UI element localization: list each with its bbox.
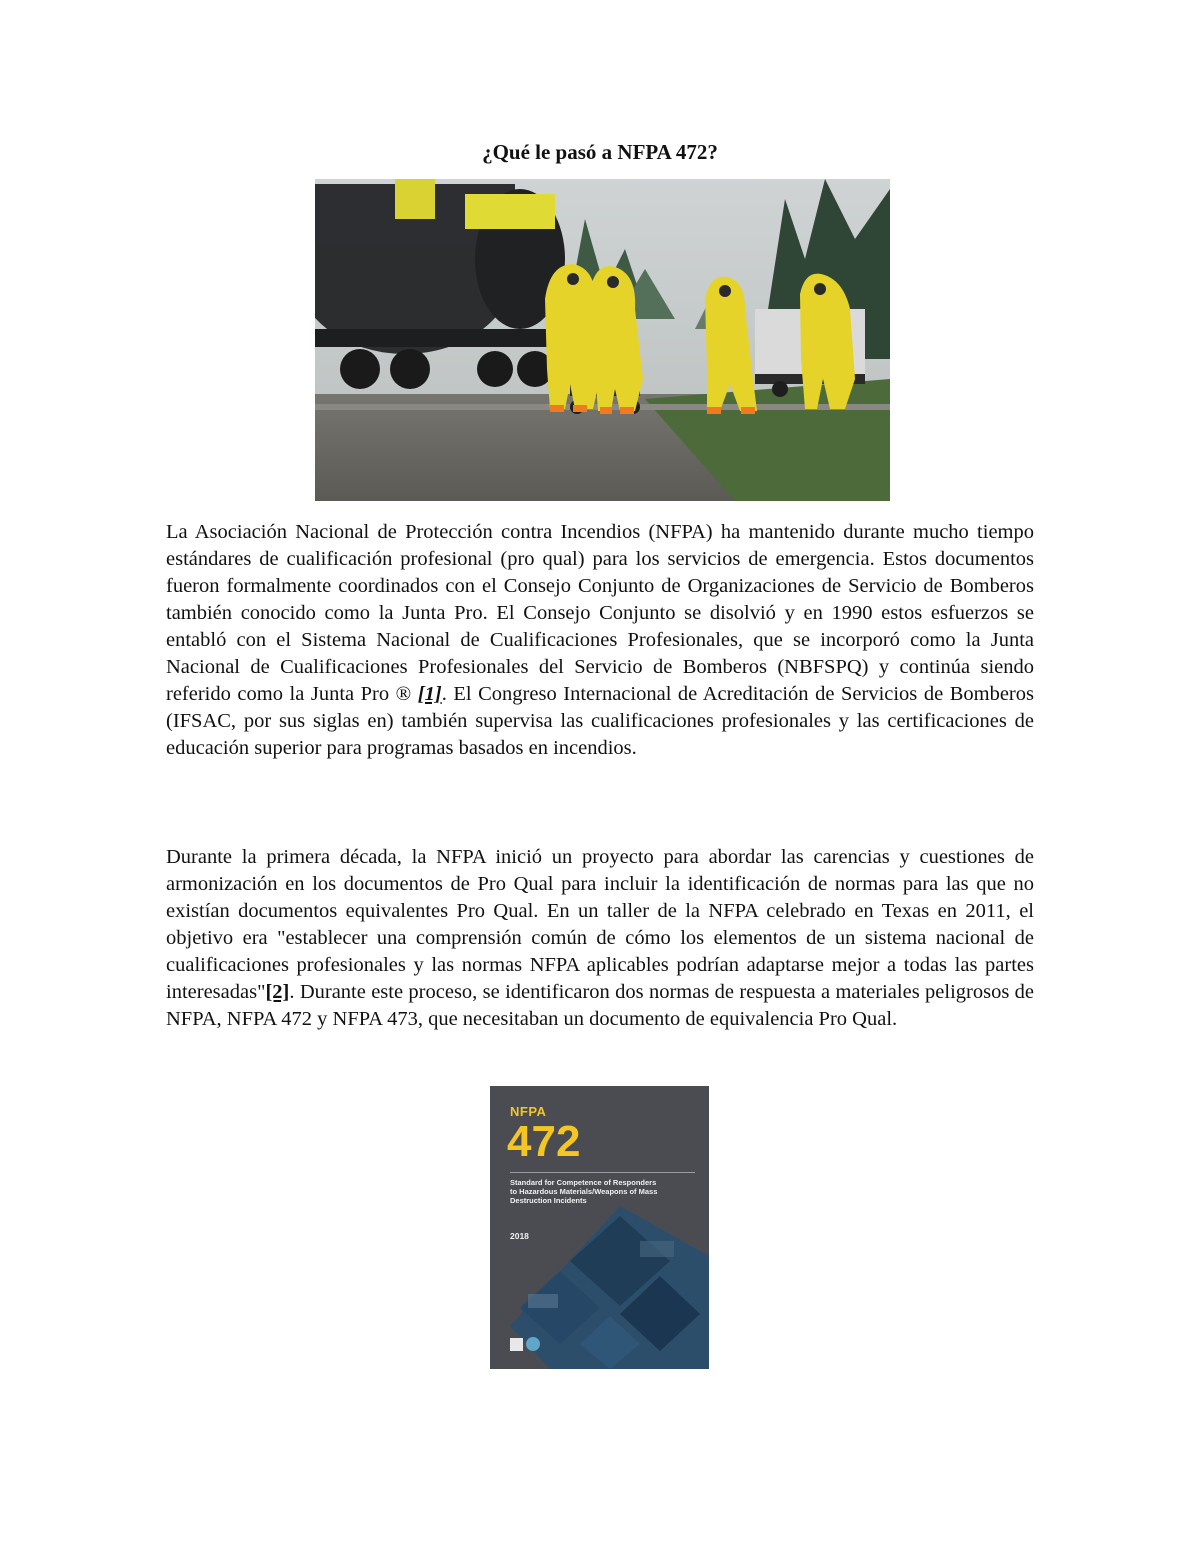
- page-title: ¿Qué le pasó a NFPA 472?: [482, 140, 718, 164]
- footnote-ref-1[interactable]: [1]: [417, 683, 442, 705]
- paragraph-pro-qual-project: [166, 844, 1034, 1033]
- hazmat-team-photo: [315, 179, 890, 501]
- footnote-ref-2[interactable]: [2]: [265, 981, 290, 1003]
- cover-year: 2018: [510, 1231, 529, 1241]
- paragraph-nfpa-history: [166, 519, 1034, 762]
- nfpa-472-book-cover: [490, 1086, 709, 1369]
- paragraph2-text-a: Durante la primera década, la NFPA inició un proyecto para abordar las carencias y cuestiones de armonización en los documentos de Pro Qual para incluir la identificación de normas para las que no existían documentos equivalentes Pro Qual. En un taller de la NFPA celebrado en Texas en 2011, el objetivo era "establecer una comprensión común de cómo los elementos de un sistema nacional de cualificaciones profesionales y las normas NFPA aplicables podrían adaptarse mejor a todas las partes interesadas": [166, 846, 1034, 1003]
- paragraph1-text-a: La Asociación Nacional de Protección contra Incendios (NFPA) ha mantenido durante mucho tiempo estándares de cualificación profesional (pro qual) para los servicios de emergencia. Estos documentos fueron formalmente coordinados con el Consejo Conjunto de Organizaciones de Servicio de Bomberos también conocido como la Junta Pro. El Consejo Conjunto se disolvió y en 1990 estos esfuerzos se entabló con el Sistema Nacional de Cualificaciones Profesionales, que se incorporó como la Junta Nacional de Cualificaciones Profesionales del Servicio de Bomberos (NBFSPQ) y continúa siendo referido como la Junta Pro ®: [166, 521, 1034, 705]
- paragraph1-text-b: . El Congreso Internacional de Acreditación de Servicios de Bomberos (IFSAC, por sus siglas en) también supervisa las cualificaciones profesionales y las certificaciones de educación superior para programas basados en incendios.: [166, 683, 1034, 759]
- cover-standard-number: 472: [507, 1117, 581, 1166]
- cover-brand: NFPA: [510, 1104, 547, 1119]
- paragraph2-text-b: . Durante este proceso, se identificaron dos normas de respuesta a materiales peligrosos de NFPA, NFPA 472 y NFPA 473, que necesitaban un documento de equivalencia Pro Qual.: [166, 981, 1034, 1030]
- cover-subtitle: Standard for Competence of Responders to Hazardous Materials/Weapons of Mass Destruction Incidents: [510, 1178, 658, 1205]
- cover-divider: [510, 1172, 695, 1173]
